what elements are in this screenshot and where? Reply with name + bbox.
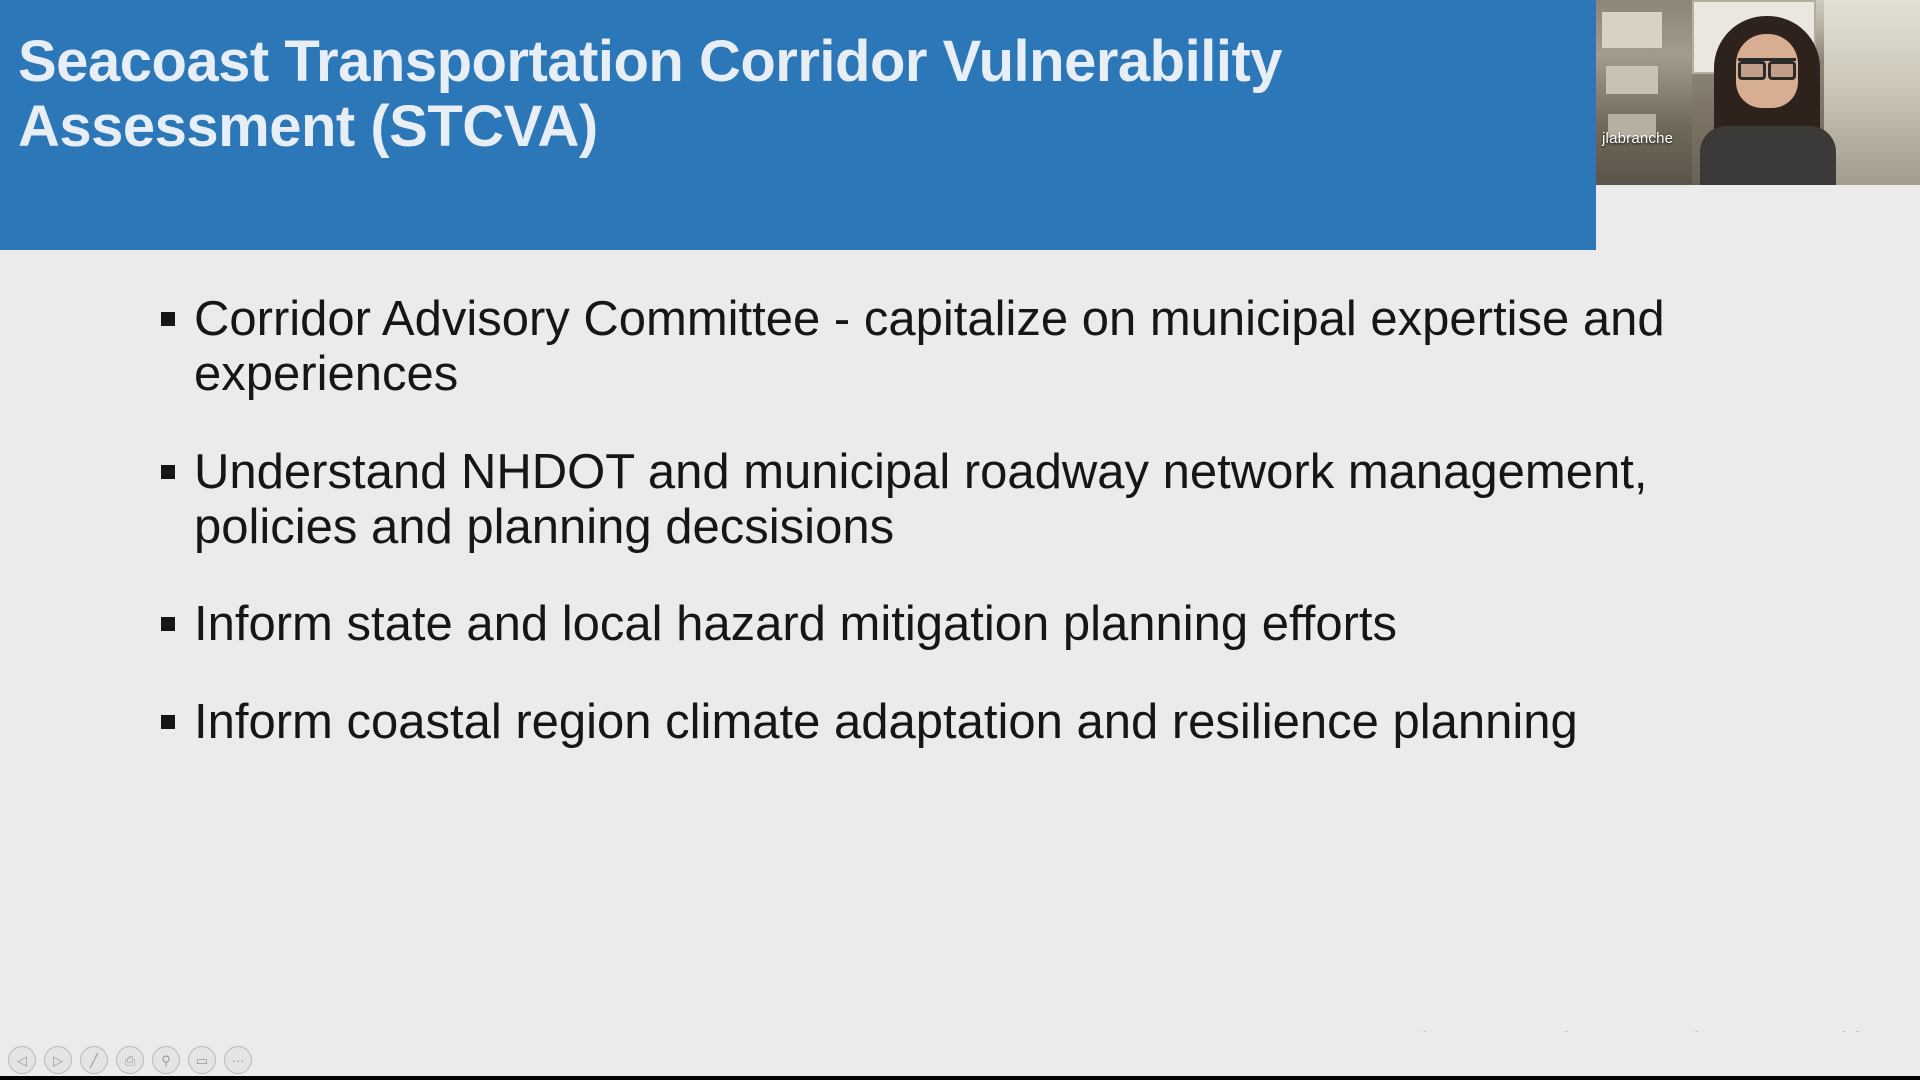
webcam-shelf (1596, 0, 1692, 185)
zoom-button[interactable] (152, 1046, 180, 1074)
player-toolbar (0, 1032, 1920, 1080)
slide-body (0, 250, 1920, 1030)
ellipsis-icon: ··· (231, 1052, 245, 1068)
screen-icon: ▭ (195, 1052, 209, 1068)
triangle-left-icon: ◁ (17, 1052, 27, 1068)
webcam-person-torso (1700, 126, 1836, 185)
list-item-text: Understand NHDOT and municipal roadway network management, policies and planning decsisions (194, 444, 1648, 555)
print-button[interactable] (116, 1046, 144, 1074)
list-item (158, 695, 1778, 750)
list-item-text: Inform state and local hazard mitigation planning efforts (194, 597, 1398, 652)
magnifier-icon: ⚲ (161, 1052, 171, 1068)
glasses-icon (1738, 58, 1796, 75)
player-controls (8, 1046, 252, 1074)
list-item-text: Corridor Advisory Committee - capitalize on municipal expertise and experiences (194, 292, 1665, 402)
page-title: Seacoast Transportation Corridor Vulnerability Assessment (STCVA) (18, 29, 1283, 159)
printer-icon: ⎙ (124, 1052, 136, 1068)
webcam-window-light (1824, 0, 1920, 185)
square-bullet-icon (161, 465, 175, 479)
list-item (158, 292, 1778, 403)
square-bullet-icon (161, 617, 175, 631)
play-icon: ▷ (53, 1052, 63, 1068)
display-button[interactable] (188, 1046, 216, 1074)
list-item (158, 597, 1778, 652)
bullet-list (158, 292, 1778, 792)
more-options-button[interactable] (224, 1046, 252, 1074)
list-item (158, 445, 1778, 556)
square-bullet-icon (161, 715, 175, 729)
square-bullet-icon (161, 312, 175, 326)
pen-icon: ╱ (90, 1052, 98, 1068)
participant-name-label: jlabranche (1602, 130, 1674, 147)
previous-slide-button[interactable] (8, 1046, 36, 1074)
list-item-text: Inform coastal region climate adaptation and resilience planning (194, 694, 1578, 749)
webcam-video-overlay[interactable] (1596, 0, 1920, 185)
frame-edge-bottom (0, 1076, 1920, 1080)
play-button[interactable] (44, 1046, 72, 1074)
pen-button[interactable] (80, 1046, 108, 1074)
